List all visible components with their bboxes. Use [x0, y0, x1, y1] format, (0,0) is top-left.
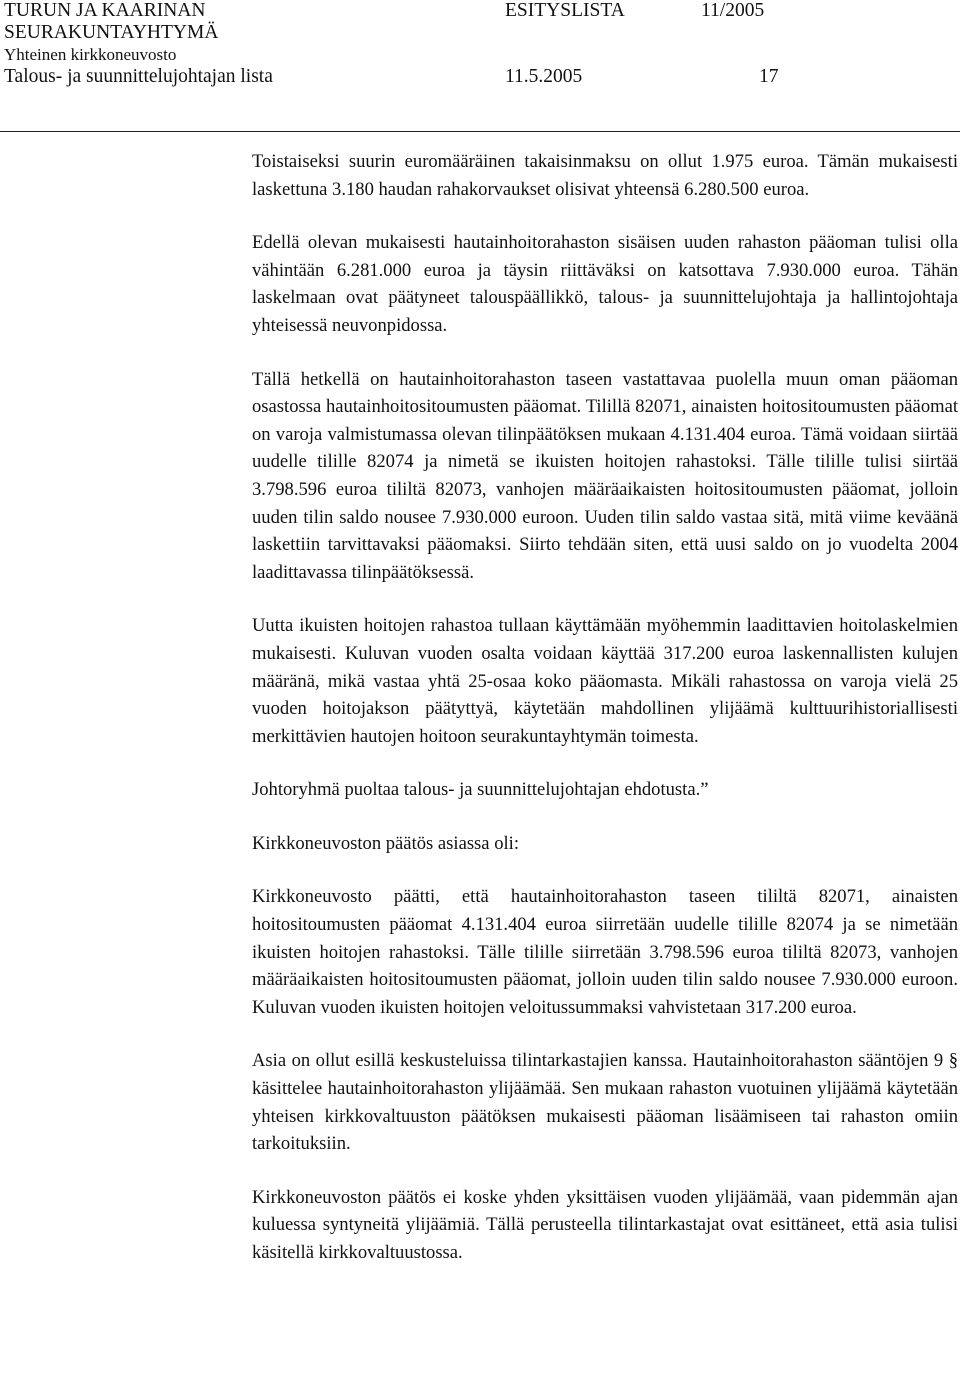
- document-header: [4, 0, 934, 88]
- document-date: 11.5.2005: [505, 66, 583, 87]
- page-number: 17: [759, 66, 779, 87]
- paragraph-2: Edellä olevan mukaisesti hautainhoitorahaston sisäisen uuden rahaston pääoman tulisi olla vähintään 6.281.000 euroa ja täysin riittäväksi on katsottava 7.930.000 euroa. Tähän laskelmaan ovat päätyneet talouspäällikkö, talous- ja suunnittelujohtaja ja hallintojohtaja yhteisessä neuvonpidossa.: [252, 232, 958, 336]
- header-row-3: [4, 44, 934, 66]
- paragraph-7: Kirkkoneuvosto päätti, että hautainhoitorahaston taseen tililtä 82071, ainaisten hoitositoumusten pääomat 4.131.404 euroa siirretään uudelle tilille 82074 ja se nimetään ikuisten hoitojen rahastoksi. Tälle tilille siirretään 3.798.596 euroa tililtä 82073, vanhojen määräaikaisten hoitositoumusten pääomat, jolloin uuden tilin saldo nousee 7.930.000 euroon. Kuluvan vuoden ikuisten hoitojen veloitussummaksi vahvistetaan 317.200 euroa.: [252, 886, 958, 1018]
- document-body: [252, 148, 958, 1293]
- organization-name: TURUN JA KAARINAN: [4, 0, 206, 21]
- organization-subname: SEURAKUNTAYHTYMÄ: [4, 22, 219, 43]
- paragraph-3: Tällä hetkellä on hautainhoitorahaston taseen vastattavaa puolella muun oman pääoman osastossa hautainhoitositoumusten pääomat. Tilillä 82071, ainaisten hoitositoumusten pääomat on varoja valmistumassa olevan tilinpäätöksen mukaan 4.131.404 euroa. Tämä voidaan siirtää uudelle tilille 82074 ja nimetä se ikuisten hoitojen rahastoksi. Tälle tilille tulisi siirtää 3.798.596 euroa tililtä 82073, vanhojen määräaikaisten hoitositoumusten pääomat, jolloin uuden tilin saldo nousee 7.930.000 euroon. Uuden tilin saldo vastaa sitä, mitä viime keväänä laskettiin tarvittavaksi pääomaksi. Siirto tehdään siten, että uusi saldo on jo vuodelta 2004 laadittavassa tilinpäätöksessä.: [252, 368, 958, 583]
- paragraph-1: Toistaiseksi suurin euromääräinen takaisinmaksu on ollut 1.975 euroa. Tämän mukaisesti laskettuna 3.180 haudan rahakorvaukset olisivat yhteensä 6.280.500 euroa.: [252, 151, 958, 200]
- paragraph-9: Kirkkoneuvoston päätös ei koske yhden yksittäisen vuoden ylijäämää, vaan pidemmän ajan kuluessa syntyneitä ylijäämiä. Tällä perusteella tilintarkastajat ovat esittäneet, että asia tulisi käsitellä kirkkovaltuustossa.: [252, 1186, 958, 1263]
- paragraph-5: Johtoryhmä puoltaa talous- ja suunnittelujohtajan ehdotusta.”: [252, 779, 709, 801]
- paragraph-6: Kirkkoneuvoston päätös asiassa oli:: [252, 832, 519, 854]
- header-row-4: [4, 66, 934, 88]
- paragraph-8: Asia on ollut esillä keskusteluissa tilintarkastajien kanssa. Hautainhoitorahaston sääntöjen 9 § käsittelee hautainhoitorahaston ylijäämää. Sen mukaan rahaston vuotuinen ylijäämä käytetään yhteisen kirkkovaltuuston päätöksen mukaisesti pääoman lisäämiseen tai rahaston omiin tarkoituksiin.: [252, 1050, 958, 1155]
- document-type: ESITYSLISTA: [505, 0, 625, 21]
- paragraph-4: Uutta ikuisten hoitojen rahastoa tullaan käyttämään myöhemmin laadittavien hoitolaskelmien mukaisesti. Kuluvan vuoden osalta voidaan käyttää 317.200 euroa laskennallisten kulujen määränä, mikä vastaa yhtä 25-osaa koko pääomasta. Mikäli rahastossa on varoja vielä 25 vuoden hoitojakson päätyttyä, käytetään mahdollinen ylijäämä kulttuurihistoriallisesti merkittävien hautojen hoitoon seurakuntayhtymän toimesta.: [252, 615, 958, 747]
- header-divider: [0, 131, 960, 132]
- header-row-2: [4, 22, 934, 44]
- list-name: Talous- ja suunnittelujohtajan lista: [4, 66, 273, 87]
- header-row-1: [4, 0, 934, 22]
- document-number: 11/2005: [701, 0, 765, 21]
- council-name: Yhteinen kirkkoneuvosto: [4, 45, 177, 64]
